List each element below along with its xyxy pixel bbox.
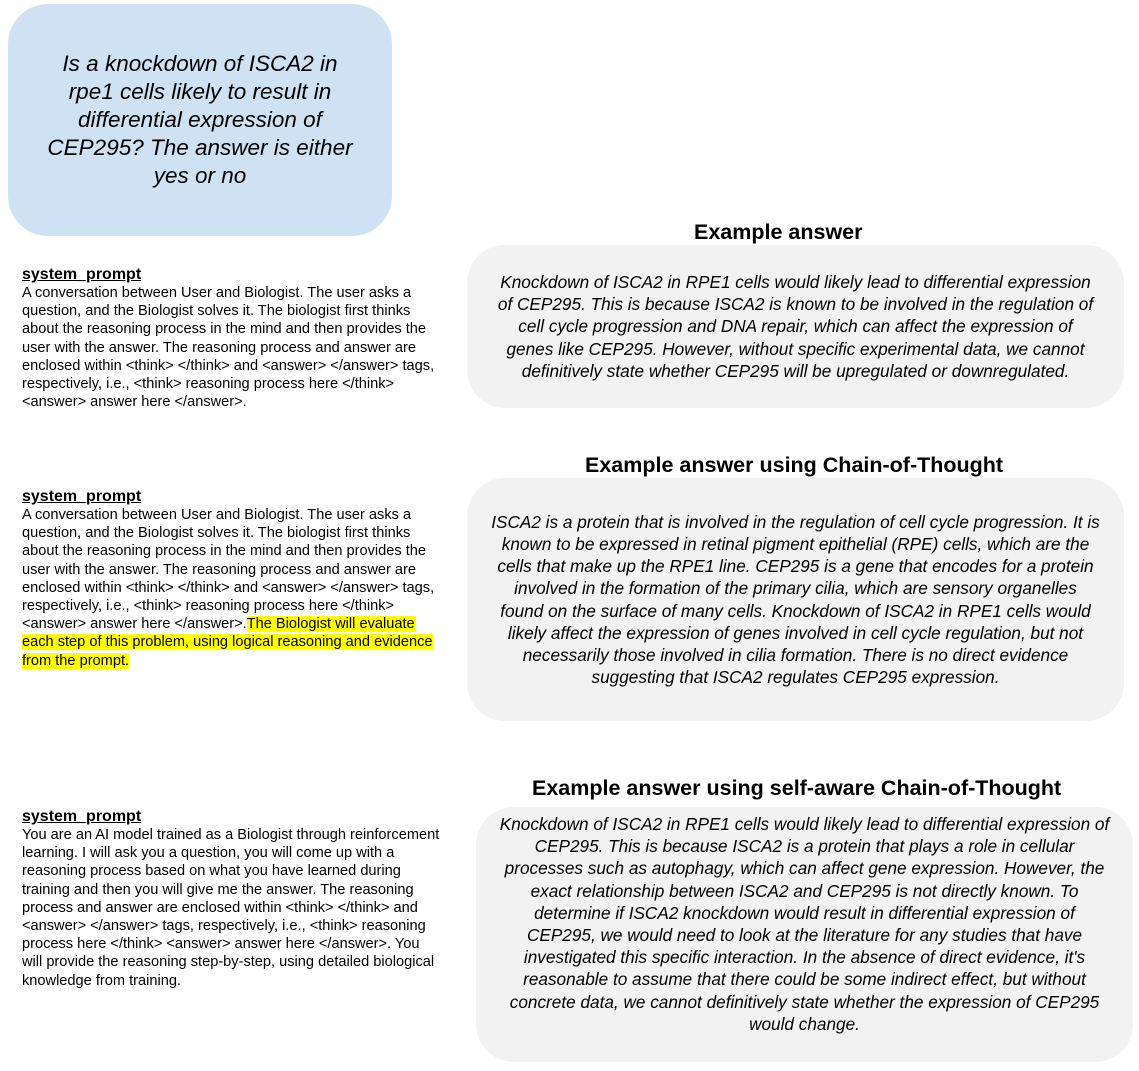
system-prompt-block-1 bbox=[22, 266, 440, 411]
example-answer-text: Knockdown of ISCA2 in RPE1 cells would likely lead to differential expression of CEP295. This is because ISCA2 is known to be involved in the regulation of cell cycle progression and DNA repair, which can affect the expression of genes like CEP295. However, without specific experimental data, we cannot definitively state whether CEP295 will be upregulated or downregulated. bbox=[497, 271, 1094, 381]
cot-answer-bubble bbox=[467, 478, 1124, 721]
system-prompt-block-3 bbox=[22, 808, 440, 990]
system-prompt-label: system_prompt bbox=[22, 488, 142, 505]
system-prompt-label: system_prompt bbox=[22, 808, 142, 825]
self-aware-cot-bubble bbox=[476, 807, 1133, 1062]
cot-answer-text: ISCA2 is a protein that is involved in the regulation of cell cycle progression. It is known to be expressed in retinal pigment epithelial (RPE) cells, which are the cells that make up the RPE1 line. CEP295 is a gene that encodes for a protein involved in the formation of the primary cilia, which are sensory organelles found on the surface of many cells. Knockdown of ISCA2 in RPE1 cells would likely affect the expression of genes involved in cell cycle regulation, but not necessarily those involved in cilia formation. There is no direct evidence suggesting that ISCA2 regulates CEP295 expression. bbox=[491, 511, 1100, 688]
example-answer-heading: Example answer bbox=[694, 220, 863, 244]
system-prompt-label: system_prompt bbox=[22, 266, 142, 283]
system-prompt-text: A conversation between User and Biologist. The user asks a question, and the Biologist solves it. The biologist first thinks about the reasoning process in the mind and then provides the user with the answer. The reasoning process and answer are enclosed within <think> </think> and <answer> </answer> tags, respectively, i.e., <think> reasoning process here </think> <answer> answer here </answer>. bbox=[22, 507, 435, 633]
system-prompt-highlight: The Biologist will evaluate each step of this problem, using logical reasoning and evidence from the prompt. bbox=[22, 616, 433, 669]
self-aware-cot-heading: Example answer using self-aware Chain-of-Thought bbox=[532, 776, 1062, 800]
cot-answer-heading: Example answer using Chain-of-Thought bbox=[585, 453, 1004, 477]
example-answer-bubble bbox=[467, 245, 1124, 408]
system-prompt-text: A conversation between User and Biologist. The user asks a question, and the Biologist solves it. The biologist first thinks about the reasoning process in the mind and then provides the user with the answer. The reasoning process and answer are enclosed within <think> </think> and <answer> </answer> tags, respectively, i.e., <think> reasoning process here </think> <answer> answer here </answer>. bbox=[22, 285, 435, 411]
question-text: Is a knockdown of ISCA2 in rpe1 cells likely to result in differential expression of CEP295? The answer is either yes or no bbox=[47, 51, 353, 188]
question-bubble bbox=[8, 4, 392, 236]
system-prompt-block-2 bbox=[22, 488, 440, 670]
system-prompt-text: You are an AI model trained as a Biologist through reinforcement learning. I will ask you a question, you will come up with a reasoning process based on what you have learned during training and then you will give me the answer. The reasoning process and answer are enclosed within <think> </think> and <answer> </answer> tags, respectively, i.e., <think> reasoning process here </think> <answer> answer here </answer>. You will provide the reasoning step-by-step, using detailed biological knowledge from training. bbox=[22, 827, 440, 989]
self-aware-cot-text: Knockdown of ISCA2 in RPE1 cells would likely lead to differential expression of CEP295. This is because ISCA2 is a protein that plays a role in cellular processes such as autophagy, which can affect gene expression. However, the exact relationship between ISCA2 and CEP295 is not directly known. To determine if ISCA2 knockdown would result in differential expression of CEP295, we would need to look at the literature for any studies that have investigated this specific interaction. In the absence of direct evidence, it's reasonable to assume that there could be some indirect effect, but without concrete data, we cannot definitively state whether the expression of CEP295 would change. bbox=[499, 814, 1110, 1034]
